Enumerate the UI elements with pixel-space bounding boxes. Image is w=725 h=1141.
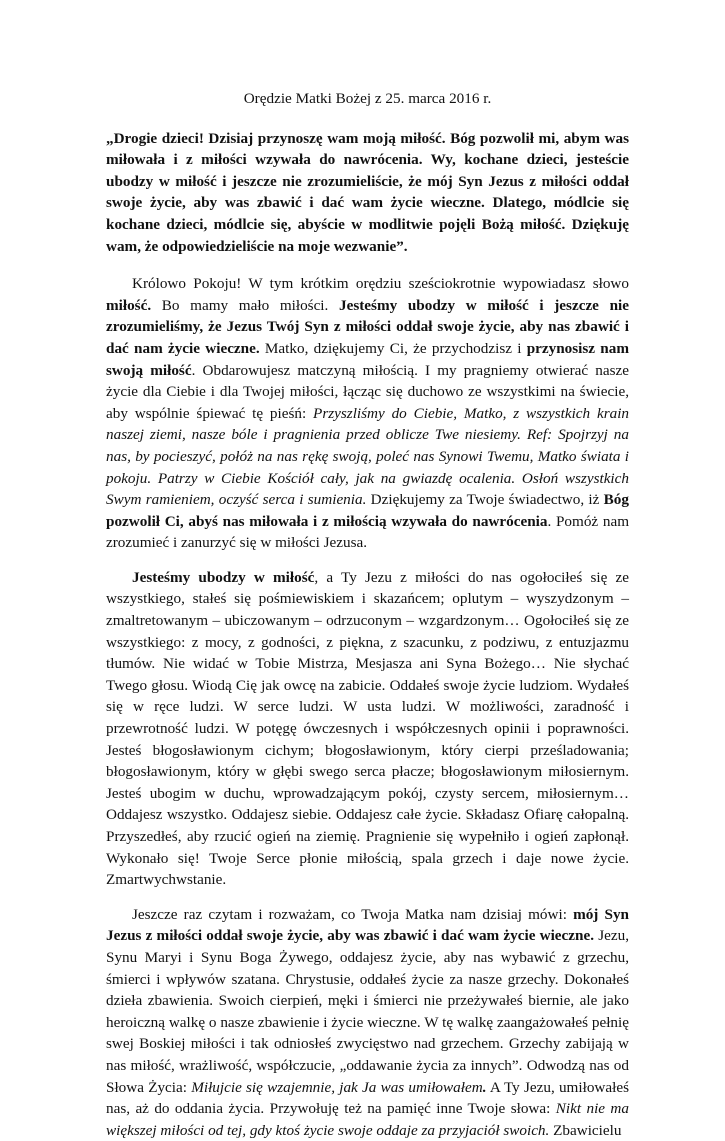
text-run: Jeszcze raz czytam i rozważam, co Twoja Matka nam dzisiaj mówi: xyxy=(132,905,574,923)
document-title: Orędzie Matki Bożej z 25. marca 2016 r. xyxy=(243,90,492,107)
text-run: . xyxy=(482,1078,487,1096)
text-run: Przyszliśmy do Ciebie, Matko, z wszystkich krain naszej ziemi, nasze bóle i pragnienia przed oblicze Twe niesiemy. Ref: Spojrzyj na nas, by pocieszyć, połóż na nas rękę swoją, poleć nas Synowi Twemu, Matko świata i pokoju. Patrzy w Ciebie Kościół cały, jak na gwiazdę ocalenia. Osłoń wszystkich Swym ramieniem, oczyść serca i sumienia. xyxy=(106,404,630,509)
reflection-paragraph-2 xyxy=(106,567,629,891)
reflection-paragraph-1 xyxy=(106,273,629,554)
text-run: . Obdarowujesz matczyną miłością. I my pragniemy otwierać nasze życie dla Ciebie i dla Twojej miłości, łącząc się duchowo ze wszystkimi na świecie, aby wspólnie śpiewać tę pieśń: xyxy=(106,361,629,422)
reflection-paragraph-3 xyxy=(106,904,629,1141)
text-run: Jesteśmy ubodzy w miłość i jeszcze nie zrozumieliśmy, że Jezus Twój Syn z miłości oddał swoje życie, aby nas zbawić i dać nam życie wieczne. xyxy=(106,296,629,357)
text-run: Miłujcie się wzajemnie, jak Ja was umiłowałem xyxy=(191,1078,483,1096)
text-run: przynosisz nam swoją miłość xyxy=(106,339,629,379)
text-run: Nikt nie ma większej miłości od tej, gdy ktoś życie swoje oddaje za przyjaciół swoich. xyxy=(106,1100,629,1139)
text-run: Bóg pozwolił Ci, abyś nas miłowała i z miłością wzywała do nawrócenia xyxy=(106,491,629,530)
text-run: Jesteśmy ubodzy w miłość xyxy=(132,568,315,586)
text-run: Dziękujemy za Twoje świadectwo, iż xyxy=(366,491,604,509)
text-run: Królowo Pokoju! W tym krótkim orędziu sześciokrotnie wypowiadasz słowo xyxy=(132,275,629,293)
text-run: mój Syn Jezus z miłości oddał swoje życie, aby was zbawić i dać wam życie wieczne. xyxy=(106,905,629,945)
text-run: Matko, dziękujemy Ci, że przychodzisz i xyxy=(259,339,527,357)
text-run: Bo mamy mało miłości. xyxy=(151,296,339,314)
message-text: „Drogie dzieci! Dzisiaj przynoszę wam moją miłość. Bóg pozwolił mi, abym was miłowała i z miłości wzywała do nawrócenia. Wy, kochane dzieci, jesteście ubodzy w miłość i jeszcze nie zrozumieliście, że mój Syn Jezus z miłości oddał swoje życie, aby was zbawić i dać wam życie wieczne. Dlatego, módlcie się kochane dzieci, módlcie się, abyście w modlitwie pojęli Bożą miłość. Dziękuję wam, że odpowiedzieliście na moje wezwanie”. xyxy=(106,129,629,255)
text-run: miłość. xyxy=(106,296,152,314)
text-run: Jezu, Synu Maryi i Synu Boga Żywego, oddajesz życie, aby nas wybawić z grzechu, śmierci i wpływów szatana. Chrystusie, oddałeś życie za nasze grzechy. Dokonałeś dzieła zbawienia. Swoich cierpień, męki i śmierci nie przeżywałeś biernie, ale jako heroiczną walkę o nasze zbawienie i życie wieczne. W tę walkę zaangażowałeś pełnię swej Boskiej miłości i tak odniosłeś zwycięstwo nad grzechem. Grzechy zabijają w nas miłość, wrażliwość, współczucie, „oddawanie życia za innych”. Odwodzą nas od Słowa Życia: xyxy=(106,927,629,1096)
text-run: , a Ty Jezu z miłości do nas ogołociłeś się ze wszystkiego, stałeś się pośmiewiskiem i skazańcem; oplutym – wyszydzonym – zmaltretowanym – ubiczowanym – odrzuconym – wzgardzonym… Ogołociłeś się ze wszystkiego: z mocy, z godności, z piękna, z szacunku, z podziwu, z entuzjazmu tłumów. Nie widać w Tobie Mistrza, Mesjasza ani Syna Bożego… Nie słychać Twego głosu. Wiodą Cię jak owcę na zabicie. Oddałeś swoje życie ludziom. Wydałeś się w ręce ludzi. W serce ludzi. W usta ludzi. W możliwości, zaradność i przewrotność ludzi. W potęgę ówczesnych i współczesnych opinii i poprawności. Jesteś błogosławionym cichym; błogosławionym, który cierpi prześladowania; błogosławionym, który w głębi swego serca płacze; błogosławionym miłosiernym. Jesteś ubogim w duchu, wprowadzającym pokój, czysty sercem, miłosiernym… Oddajesz wszystko. Oddajesz siebie. Oddajesz całe życie. Składasz Ofiarę całopalną. Przyszedłeś, aby rzucić ogień na ziemię. Pragnienie się wypełniło i ogień zapłonął. Wykonało się! Twoje Serce płonie miłością, spala grzech i daje nowe życie. Zmartwychwstanie. xyxy=(106,568,629,889)
text-run: Zbawicielu xyxy=(549,1121,622,1139)
text-run: A Ty Jezu, umiłowałeś nas, aż do oddania życia. Przywołuję też na pamięć inne Twoje słowa: xyxy=(106,1078,629,1118)
text-run: . Pomóż nam zrozumieć i zanurzyć się w miłości Jezusa. xyxy=(106,512,630,552)
